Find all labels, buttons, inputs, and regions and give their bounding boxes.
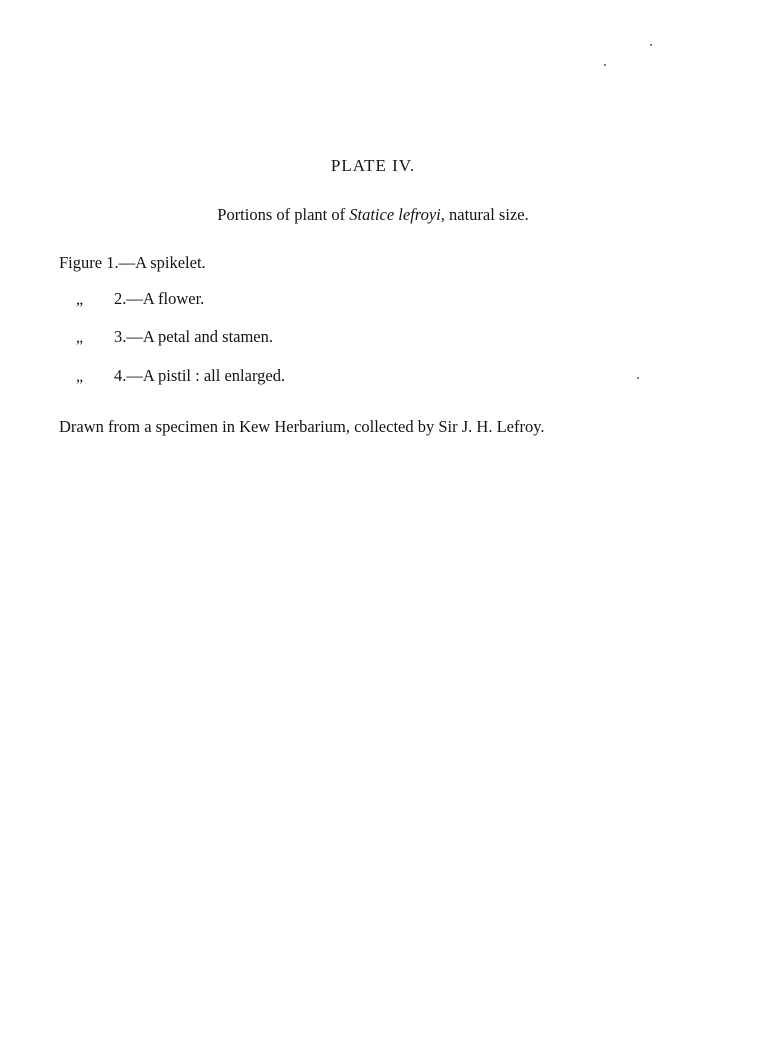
caption-suffix: natural size. (444, 205, 529, 224)
figure-4-text: 4.—A pistil : all enlarged. (114, 366, 286, 385)
species-name: Statice lefroyi, (349, 205, 445, 224)
scan-speck (650, 44, 652, 46)
scan-speck (637, 377, 639, 379)
figure-4-line (0, 366, 700, 388)
ditto-mark: „ (76, 368, 84, 385)
figure-1-line: Figure 1.—A spikelet. (59, 253, 206, 272)
ditto-mark: „ (76, 291, 84, 308)
figure-3-text: 3.—A petal and stamen. (114, 327, 274, 346)
caption-prefix: Portions of plant of (217, 205, 350, 224)
ditto-mark: „ (76, 329, 84, 346)
plate-title: PLATE IV. (330, 156, 416, 175)
figure-2-text: 2.—A flower. (114, 289, 205, 308)
plate-caption (0, 205, 746, 225)
figure-2-line (0, 289, 700, 311)
figure-3-line (0, 327, 700, 349)
source-note: Drawn from a specimen in Kew Herbarium, collected by Sir J. H. Lefroy. (59, 417, 545, 436)
scan-speck (604, 64, 606, 66)
